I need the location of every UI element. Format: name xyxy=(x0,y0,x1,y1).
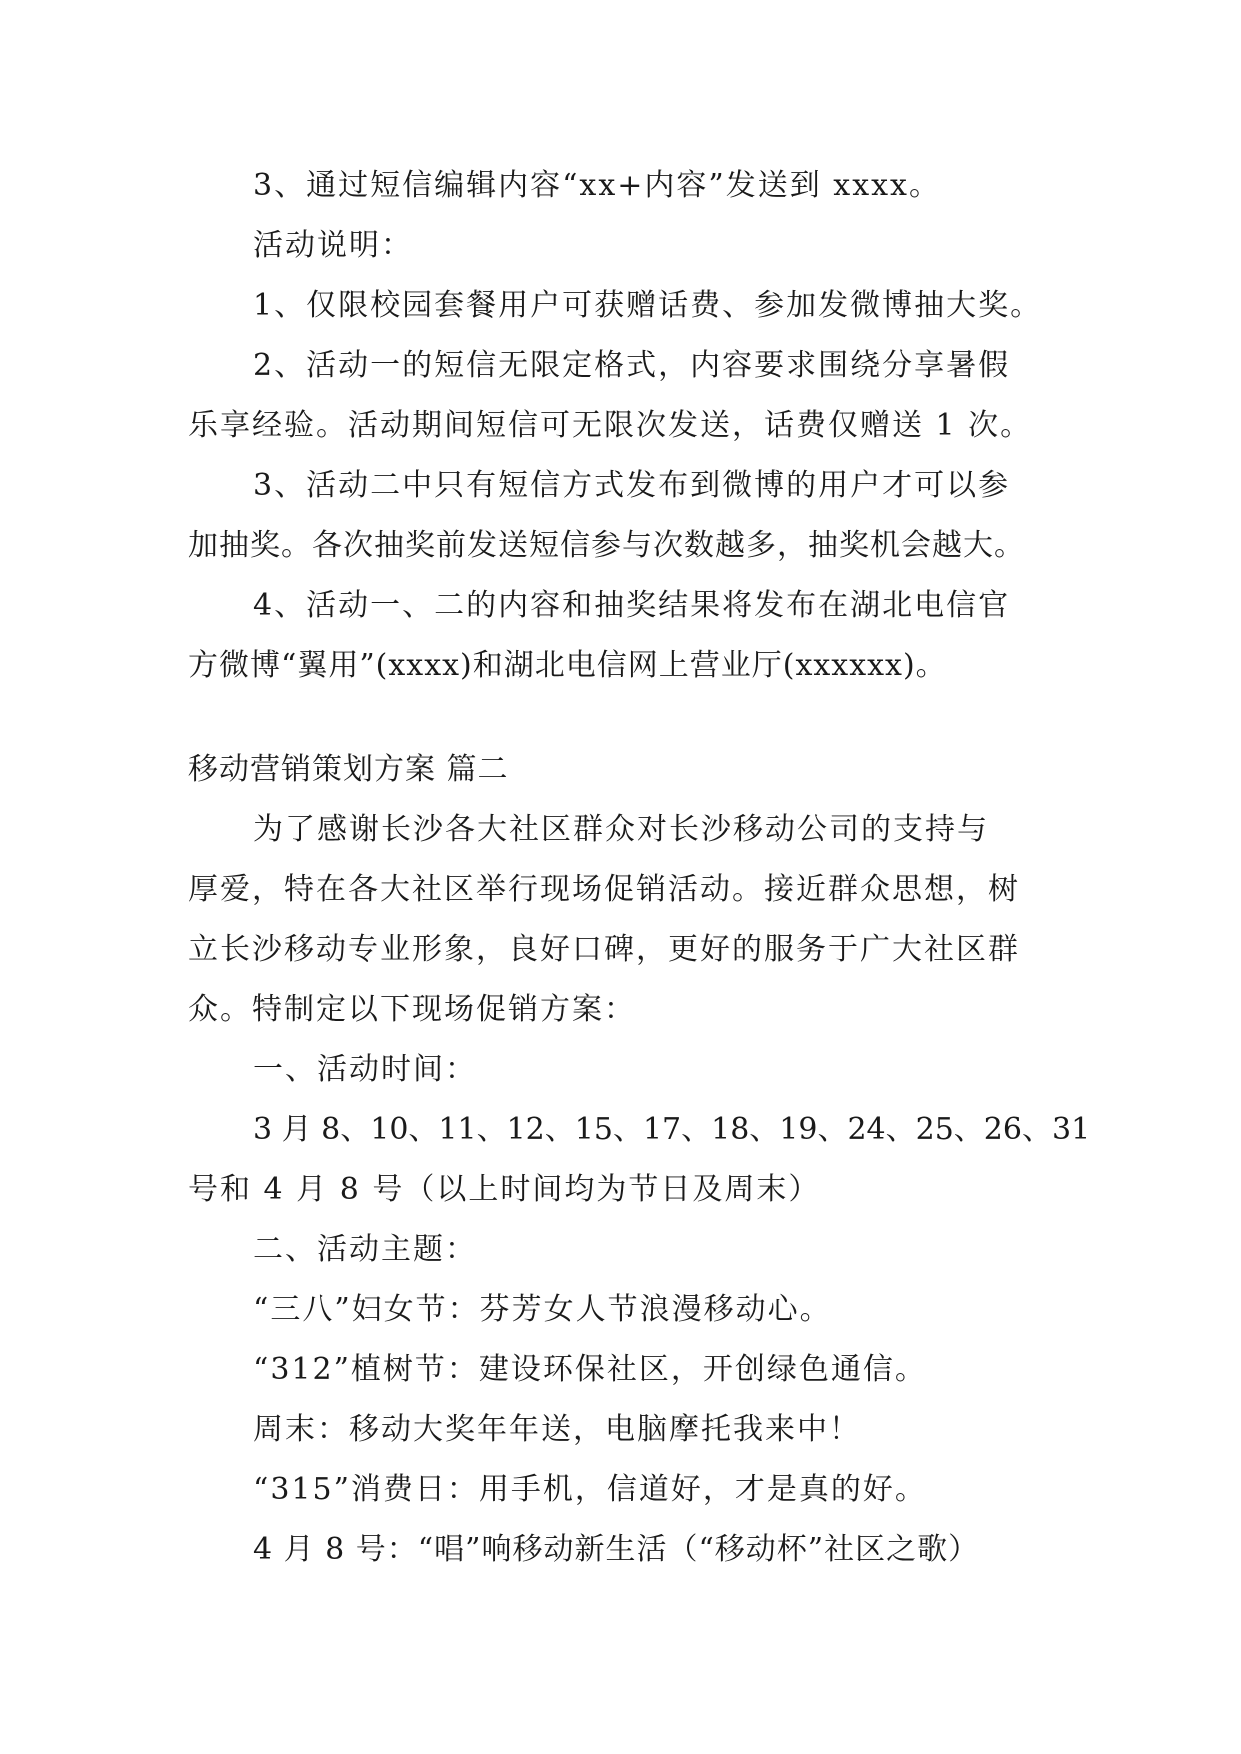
paragraph-line: 号和 4 月 8 号（以上时间均为节日及周末） xyxy=(188,1172,821,1207)
paragraph-line: 众。特制定以下现场促销方案： xyxy=(188,992,636,1027)
paragraph-line: “312”植树节：建设环保社区，开创绿色通信。 xyxy=(253,1352,927,1387)
paragraph-line: 周末：移动大奖年年送，电脑摩托我来中！ xyxy=(253,1412,861,1447)
paragraph-line: 1、仅限校园套餐用户可获赠话费、参加发微博抽大奖。 xyxy=(253,288,1043,323)
paragraph-line: 2、活动一的短信无限定格式，内容要求围绕分享暑假 xyxy=(253,348,1011,383)
paragraph-line: 4 月 8 号：“唱”响移动新生活（“移动杯”社区之歌） xyxy=(253,1532,980,1567)
paragraph-line: 乐享经验。活动期间短信可无限次发送，话费仅赠送 1 次。 xyxy=(188,408,1033,443)
paragraph-line: 方微博“翼用”(xxxx)和湖北电信网上营业厅(xxxxxx)。 xyxy=(188,648,947,683)
paragraph-line: 3、通过短信编辑内容“xx+内容”发送到 xxxx。 xyxy=(253,168,941,203)
paragraph-line: 厚爱，特在各大社区举行现场促销活动。接近群众思想，树 xyxy=(188,872,1020,907)
paragraph-line: 3、活动二中只有短信方式发布到微博的用户才可以参 xyxy=(253,468,1011,503)
paragraph-line: 活动说明： xyxy=(253,228,413,263)
paragraph-line: 4、活动一、二的内容和抽奖结果将发布在湖北电信官 xyxy=(253,588,1011,623)
paragraph-line: 一、活动时间： xyxy=(253,1052,477,1087)
paragraph-line: “315”消费日：用手机，信道好，才是真的好。 xyxy=(253,1472,927,1507)
paragraph-line: 加抽奖。各次抽奖前发送短信参与次数越多，抽奖机会越大。 xyxy=(188,528,1025,563)
paragraph-line: 3 月 8、10、11、12、15、17、18、19、24、25、26、31 xyxy=(253,1112,1091,1147)
paragraph-line: 二、活动主题： xyxy=(253,1232,477,1267)
section-heading: 移动营销策划方案 篇二 xyxy=(188,752,509,787)
paragraph-line: 为了感谢长沙各大社区群众对长沙移动公司的支持与 xyxy=(253,812,989,847)
paragraph-line: “三八”妇女节：芬芳女人节浪漫移动心。 xyxy=(253,1292,832,1327)
paragraph-line: 立长沙移动专业形象，良好口碑，更好的服务于广大社区群 xyxy=(188,932,1020,967)
